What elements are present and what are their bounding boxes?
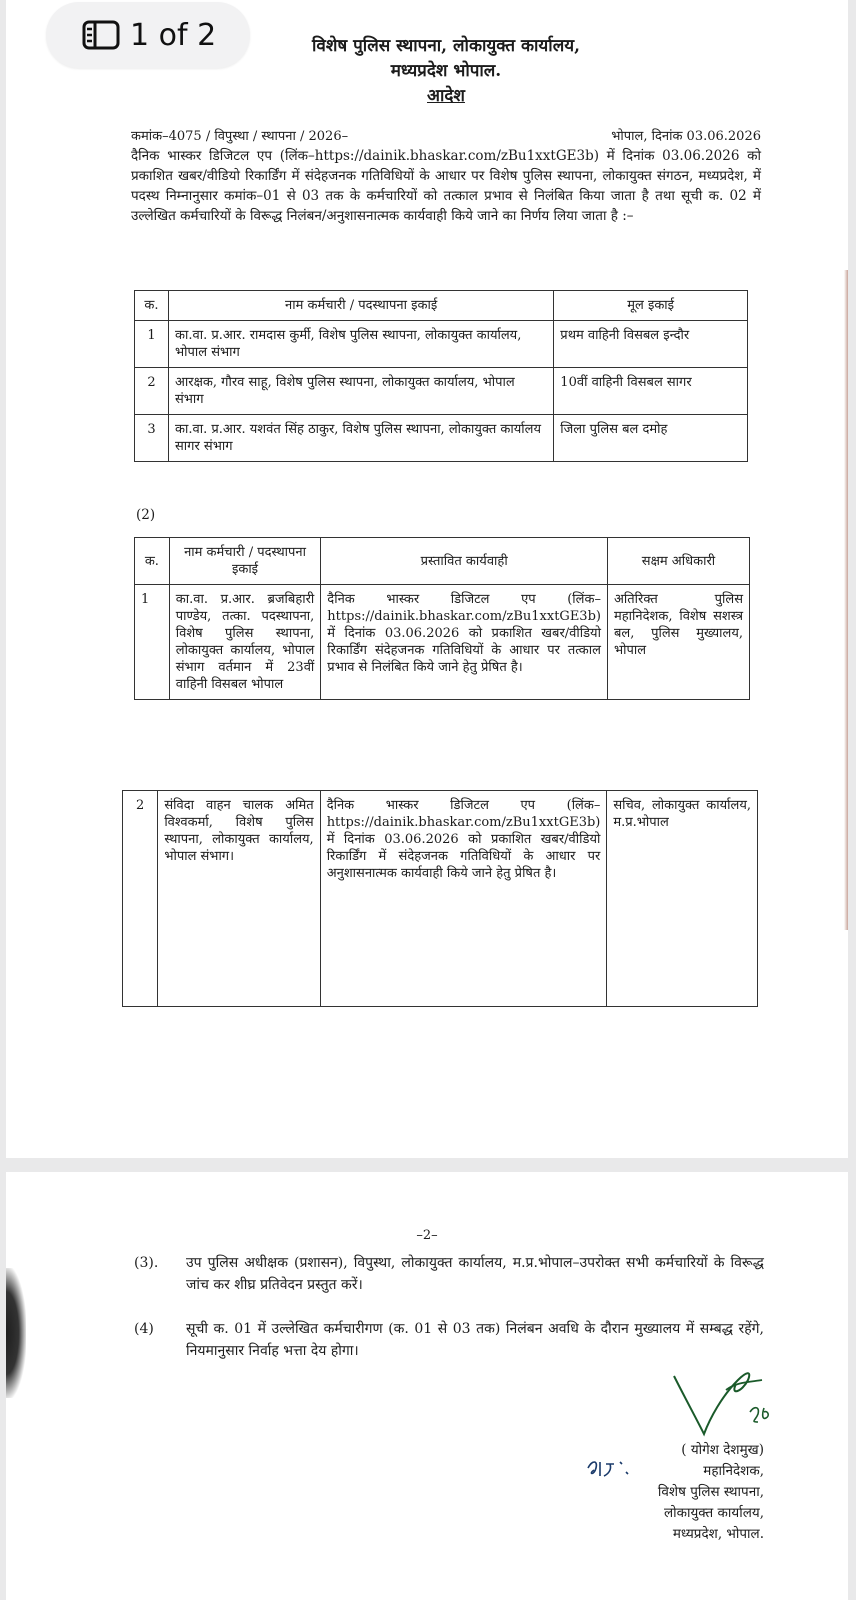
signatory-office-2: लोकायुक्त कार्यालय,	[663, 1505, 764, 1521]
table-header-row	[135, 291, 748, 321]
row-proposed-action: दैनिक भास्कर डिजिटल एप (लिंक–https://dainik.bhaskar.com/zBu1xxtGE3b) में दिनांक 03.06.2026 को प्रकाशित खबर/वीडियो रिकार्डिंग में संदेहजनक गतिविधियों के आधार पर अनुशासनात्मक कार्यवाही किये जाने हेतु प्रेषित है।	[320, 791, 607, 1007]
paragraph-3	[134, 1252, 764, 1296]
signatory-office-3: मध्यप्रदेश, भोपाल.	[672, 1526, 764, 1542]
row-original-unit: प्रथम वाहिनी विसबल इन्दौर	[554, 321, 748, 368]
page-edge-shadow	[844, 270, 848, 930]
row-employee: संविदा वाहन चालक अमित विश्वकर्मा, विशेष पुलिस स्थापना, लोकायुक्त कार्यालय, भोपाल संभाग।	[158, 791, 320, 1007]
row-serial: 1	[135, 321, 169, 368]
page-list-icon	[82, 20, 120, 50]
paragraph-number: (3).	[134, 1255, 159, 1271]
table-header-row	[135, 538, 750, 585]
document-page-1	[6, 0, 848, 1158]
row-serial: 3	[135, 415, 169, 462]
col-header-serial: क.	[135, 538, 170, 585]
paragraph-number: (4)	[134, 1321, 154, 1337]
table-row	[135, 585, 750, 700]
col-header-serial: क.	[135, 291, 169, 321]
reference-number: कमांक–4075 / विपुस्था / स्थापना / 2026–	[131, 129, 349, 144]
reference-date: भोपाल, दिनांक 03.06.2026	[611, 129, 761, 144]
col-header-original-unit: मूल इकाई	[554, 291, 748, 321]
row-authority: अतिरिक्त पुलिस महानिदेशक, विशेष सशस्त्र बल, पुलिस मुख्यालय, भोपाल	[607, 585, 749, 700]
row-serial: 1	[135, 585, 170, 700]
page-number: –2–	[416, 1228, 438, 1243]
document-header	[246, 34, 646, 109]
col-header-employee: नाम कर्मचारी / पदस्थापना इकाई	[169, 538, 321, 585]
header-line-1: विशेष पुलिस स्थापना, लोकायुक्त कार्यालय,	[311, 36, 581, 56]
signatory-office-1: विशेष पुलिस स्थापना,	[657, 1484, 764, 1500]
signatory-designation: महानिदेशक,	[703, 1463, 764, 1479]
paragraph-text: सूची क. 01 में उल्लेखित कर्मचारीगण (क. 01 से 03 तक) निलंबन अवधि के दौरान मुख्यालय में सम्बद्ध रहेंगे, नियमानुसार निर्वाह भत्ता देय होगा।	[186, 1321, 764, 1359]
page-indicator-text: 1 of 2	[130, 17, 217, 53]
col-header-proposed-action: प्रस्तावित कार्यवाही	[321, 538, 608, 585]
table-row	[135, 415, 748, 462]
signatory-name: ( योगेश देशमुख)	[681, 1442, 764, 1458]
signatory-block	[658, 1440, 764, 1545]
action-table-row-1	[134, 537, 750, 700]
order-title: आदेश	[427, 86, 465, 106]
paragraph-text: उप पुलिस अधीक्षक (प्रशासन), विपुस्था, लोकायुक्त कार्यालय, म.प्र.भोपाल–उपरोक्त सभी कर्मचारियों के विरूद्ध जांच कर शीघ्र प्रतिवेदन प्रस्तुत करें।	[186, 1255, 764, 1293]
row-employee: का.वा. प्र.आर. रामदास कुर्मी, विशेष पुलिस स्थापना, लोकायुक्त कार्यालय, भोपाल संभाग	[168, 321, 553, 368]
paragraph-4	[134, 1318, 764, 1362]
col-header-authority: सक्षम अधिकारी	[607, 538, 749, 585]
list-2-marker: (2)	[136, 507, 156, 523]
table-row	[123, 791, 758, 1007]
row-serial: 2	[123, 791, 158, 1007]
row-authority: सचिव, लोकायुक्त कार्यालय, म.प्र.भोपाल	[607, 791, 758, 1007]
page-indicator[interactable]	[46, 2, 250, 68]
header-line-2: मध्यप्रदेश भोपाल.	[390, 61, 502, 81]
suspension-table	[134, 290, 748, 462]
action-table-row-2	[122, 790, 758, 1007]
table-row	[135, 368, 748, 415]
handwritten-signature	[666, 1362, 776, 1442]
row-original-unit: जिला पुलिस बल दमोह	[554, 415, 748, 462]
order-body: दैनिक भास्कर डिजिटल एप (लिंक–https://dainik.bhaskar.com/zBu1xxtGE3b) में दिनांक 03.06.2026 को प्रकाशित खबर/वीडियो रिकार्डिंग में संदेहजनक गतिविधियों के आधार पर विशेष पुलिस स्थापना, लोकायुक्त संगठन, मध्यप्रदेश, में पदस्थ निम्नानुसार कमांक–01 से 03 तक के कर्मचारियों को तत्काल प्रभाव से निलंबित किया जाता है तथा सूची क. 02 में उल्लेखित कर्मचारियों के विरूद्ध निलंबन/अनुशासनात्मक कार्यवाही किये जाने का निर्णय लिया जाता है :–	[131, 148, 761, 224]
col-header-employee: नाम कर्मचारी / पदस्थापना इकाई	[168, 291, 553, 321]
row-original-unit: 10वीं वाहिनी विसबल सागर	[554, 368, 748, 415]
row-employee: आरक्षक, गौरव साहू, विशेष पुलिस स्थापना, लोकायुक्त कार्यालय, भोपाल संभाग	[168, 368, 553, 415]
row-employee: का.वा. प्र.आर. ब्रजबिहारी पाण्डेय, तत्का. पदस्थापना, विशेष पुलिस स्थापना, लोकायुक्त कार्यालय, भोपाल संभाग वर्तमान में 23वीं वाहिनी विसबल भोपाल	[169, 585, 321, 700]
handwritten-initials	[584, 1452, 644, 1482]
table-row	[135, 321, 748, 368]
row-serial: 2	[135, 368, 169, 415]
scan-edge-shadow	[6, 1268, 26, 1398]
row-employee: का.वा. प्र.आर. यशवंत सिंह ठाकुर, विशेष पुलिस स्थापना, लोकायुक्त कार्यालय सागर संभाग	[168, 415, 553, 462]
document-page-2	[6, 1172, 848, 1600]
row-proposed-action: दैनिक भास्कर डिजिटल एप (लिंक–https://dainik.bhaskar.com/zBu1xxtGE3b) में दिनांक 03.06.2026 को प्रकाशित खबर/वीडियो रिकार्डिंग संदेहजनक गतिविधियों के आधार पर तत्काल प्रभाव से निलंबित किये जाने हेतु प्रेषित है।	[321, 585, 608, 700]
